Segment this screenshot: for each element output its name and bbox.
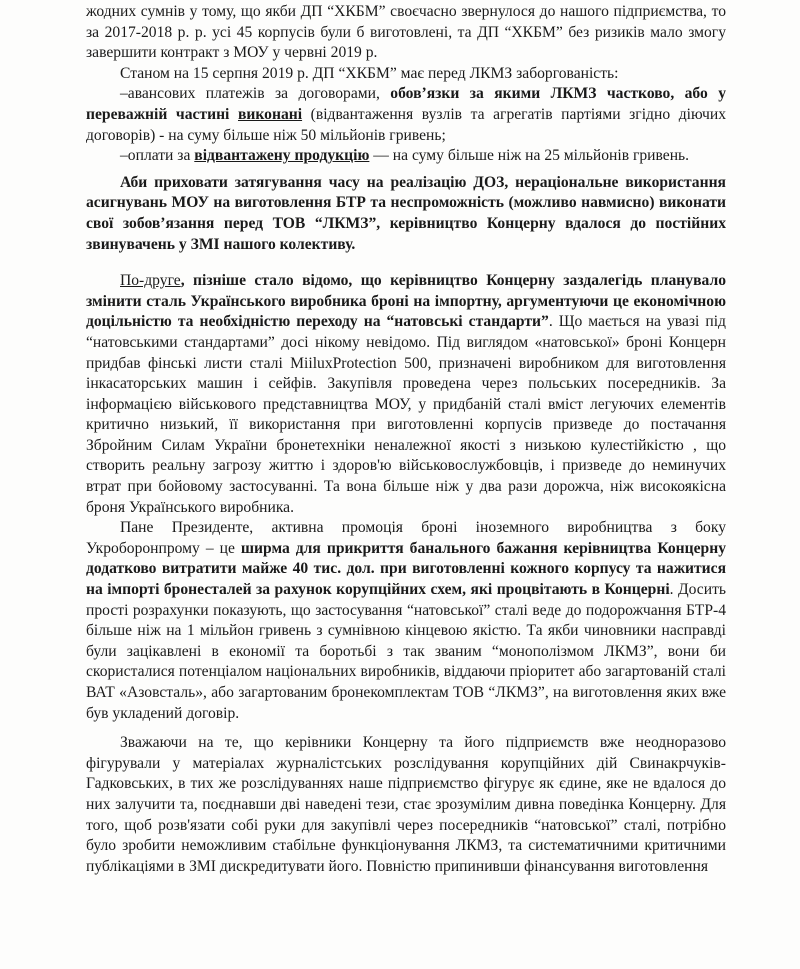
appeal-tail: . Досить прості розрахунки показують, що застосування “натовської” сталі веде до подорожчання БТР-4 більше ніж на 1 мільйон гривень з сумнівною кінцевою якістю. Та якби чиновники насправді були зацікавлені в економії та боротьбі з так званим “монополізмом ЛКМЗ”, вони би скористалися потенціалом національних виробників, віддаючи пріоритет або загартованій сталі ВАТ «Азовсталь», або загартованим бронекомплектам ТОВ “ЛКМЗ”, на виготовлення яких вже був укладений договір. [86, 581, 727, 722]
appeal-bold: ширма для прикриття банального бажання керівництва Концерну додатково витратити майже 40 тис. дол. при виготовленні кожного корпусу та нажитися на імпорті бронесталей за рахунок корупційних схем, які процвітають в Концерні [86, 539, 726, 599]
debt-shipped-tail: — на суму більше ніж на 25 мільйонів гривень. [369, 147, 690, 165]
secondly-tail: . Що мається на увазі під “натовськими стандартами” досі нікому невідомо. Під виглядом «натовської» броні Концерн придбав фінські листи сталі MiiluxProtection 500, призначені виробником для виготовлення інкасаторських машин і сейфів. Закупівля проведена через польських посередників. За інформацією військового представництва МОУ, у придбаній сталі вміст легуючих елементів критично низький, її використання при виготовленні корпусів призведе до постачання Збройним Силам України бронетехніки неналежної якості з низькою кулестійкістю , що створить реальну загрозу життю і здоров'ю військовослужбовців, і призведе до неминучих втрат при бойовому застосуванні. Та вона більше ніж у два рази дорожча, ніж високоякісна броня Українського виробника. [86, 313, 726, 516]
appeal-lead: Пане Президенте, активна промоція броні іноземного виробництва з боку Укроборонпрому – це [86, 519, 726, 557]
debt-advance-bold: обов’язки за якими ЛКМЗ частково, або у переважній частині [86, 85, 727, 123]
debt-advance-completed: виконані [237, 105, 303, 123]
debt-advance-tail: (відвантаження вузлів та агрегатів партіями згідно діючих договорів) - на суму більше ніж 50 мільйонів гривень; [86, 105, 727, 144]
paragraph-concern-behaviour: Зважаючи на те, що керівники Концерну та його підприємств вже неодноразово фігурували у матеріалах журналістських розслідування корупційних дій Свинакрчуків-Гадковських, в тих же розслідуваннях наше підприємство фігурує як єдине, яке не вдалося до них залучити та, поєднавши дві наведені тези, стає зрозумілим дивна поведінка Концерну. Для того, щоб розв'язати собі руки для закупівлі через посередників “натовської” сталі, потрібно було зробити неможливим стабільне функціонування ЛКМЗ, та систематичними критичними публікаціями в ЗМІ дискредитувати його. Повністю припинивши фінансування виготовлення [86, 734, 726, 875]
paragraph-debt-intro: Станом на 15 серпня 2019 р. ДП “ХКБМ” має перед ЛКМЗ заборгованість: [120, 64, 619, 82]
paragraph-contract-deadline: жодних сумнів у тому, що якби ДП “ХКБМ” своєчасно звернулося до нашого підприємства, то за 2017-2018 р. р. усі 45 корпусів були б виготовлені, та ДП “ХКБМ” без ризиків мало змогу завершити контракт з МОУ у червні 2019 р. [86, 3, 726, 62]
debt-advance-lead: –авансових платежів за договорами, [120, 85, 391, 103]
secondly-bold: , пізніше стало відомо, що керівництво Концерну заздалегідь планувало змінити сталь Українського виробника броні на імпортну, аргументуючи це економічною доцільністю та необхідністю переходу на “натовські стандарти” [86, 272, 726, 331]
paragraph-debt-advance-payments [86, 84, 726, 146]
debt-shipped-lead: –оплати за [120, 147, 195, 165]
paragraph-debt-shipped-products [86, 146, 726, 167]
paragraph-media-accusations: Аби приховати затягування часу на реалізацію ДОЗ, нераціональне використання асигнувань МОУ на виготовлення БТР та неспроможність (можливо навмисно) виконати свої зобов’язання перед ТОВ “ЛКМЗ”, керівництво Концерну вдалося до постійних звинувачень у ЗМІ нашого колективу. [86, 173, 726, 253]
debt-shipped-bold: відвантажену продукцію [194, 147, 370, 165]
paragraph-secondly-steel [86, 271, 726, 518]
secondly-label: По-друге [120, 272, 181, 290]
letter-body [86, 2, 726, 877]
paragraph-president-appeal [86, 518, 726, 724]
